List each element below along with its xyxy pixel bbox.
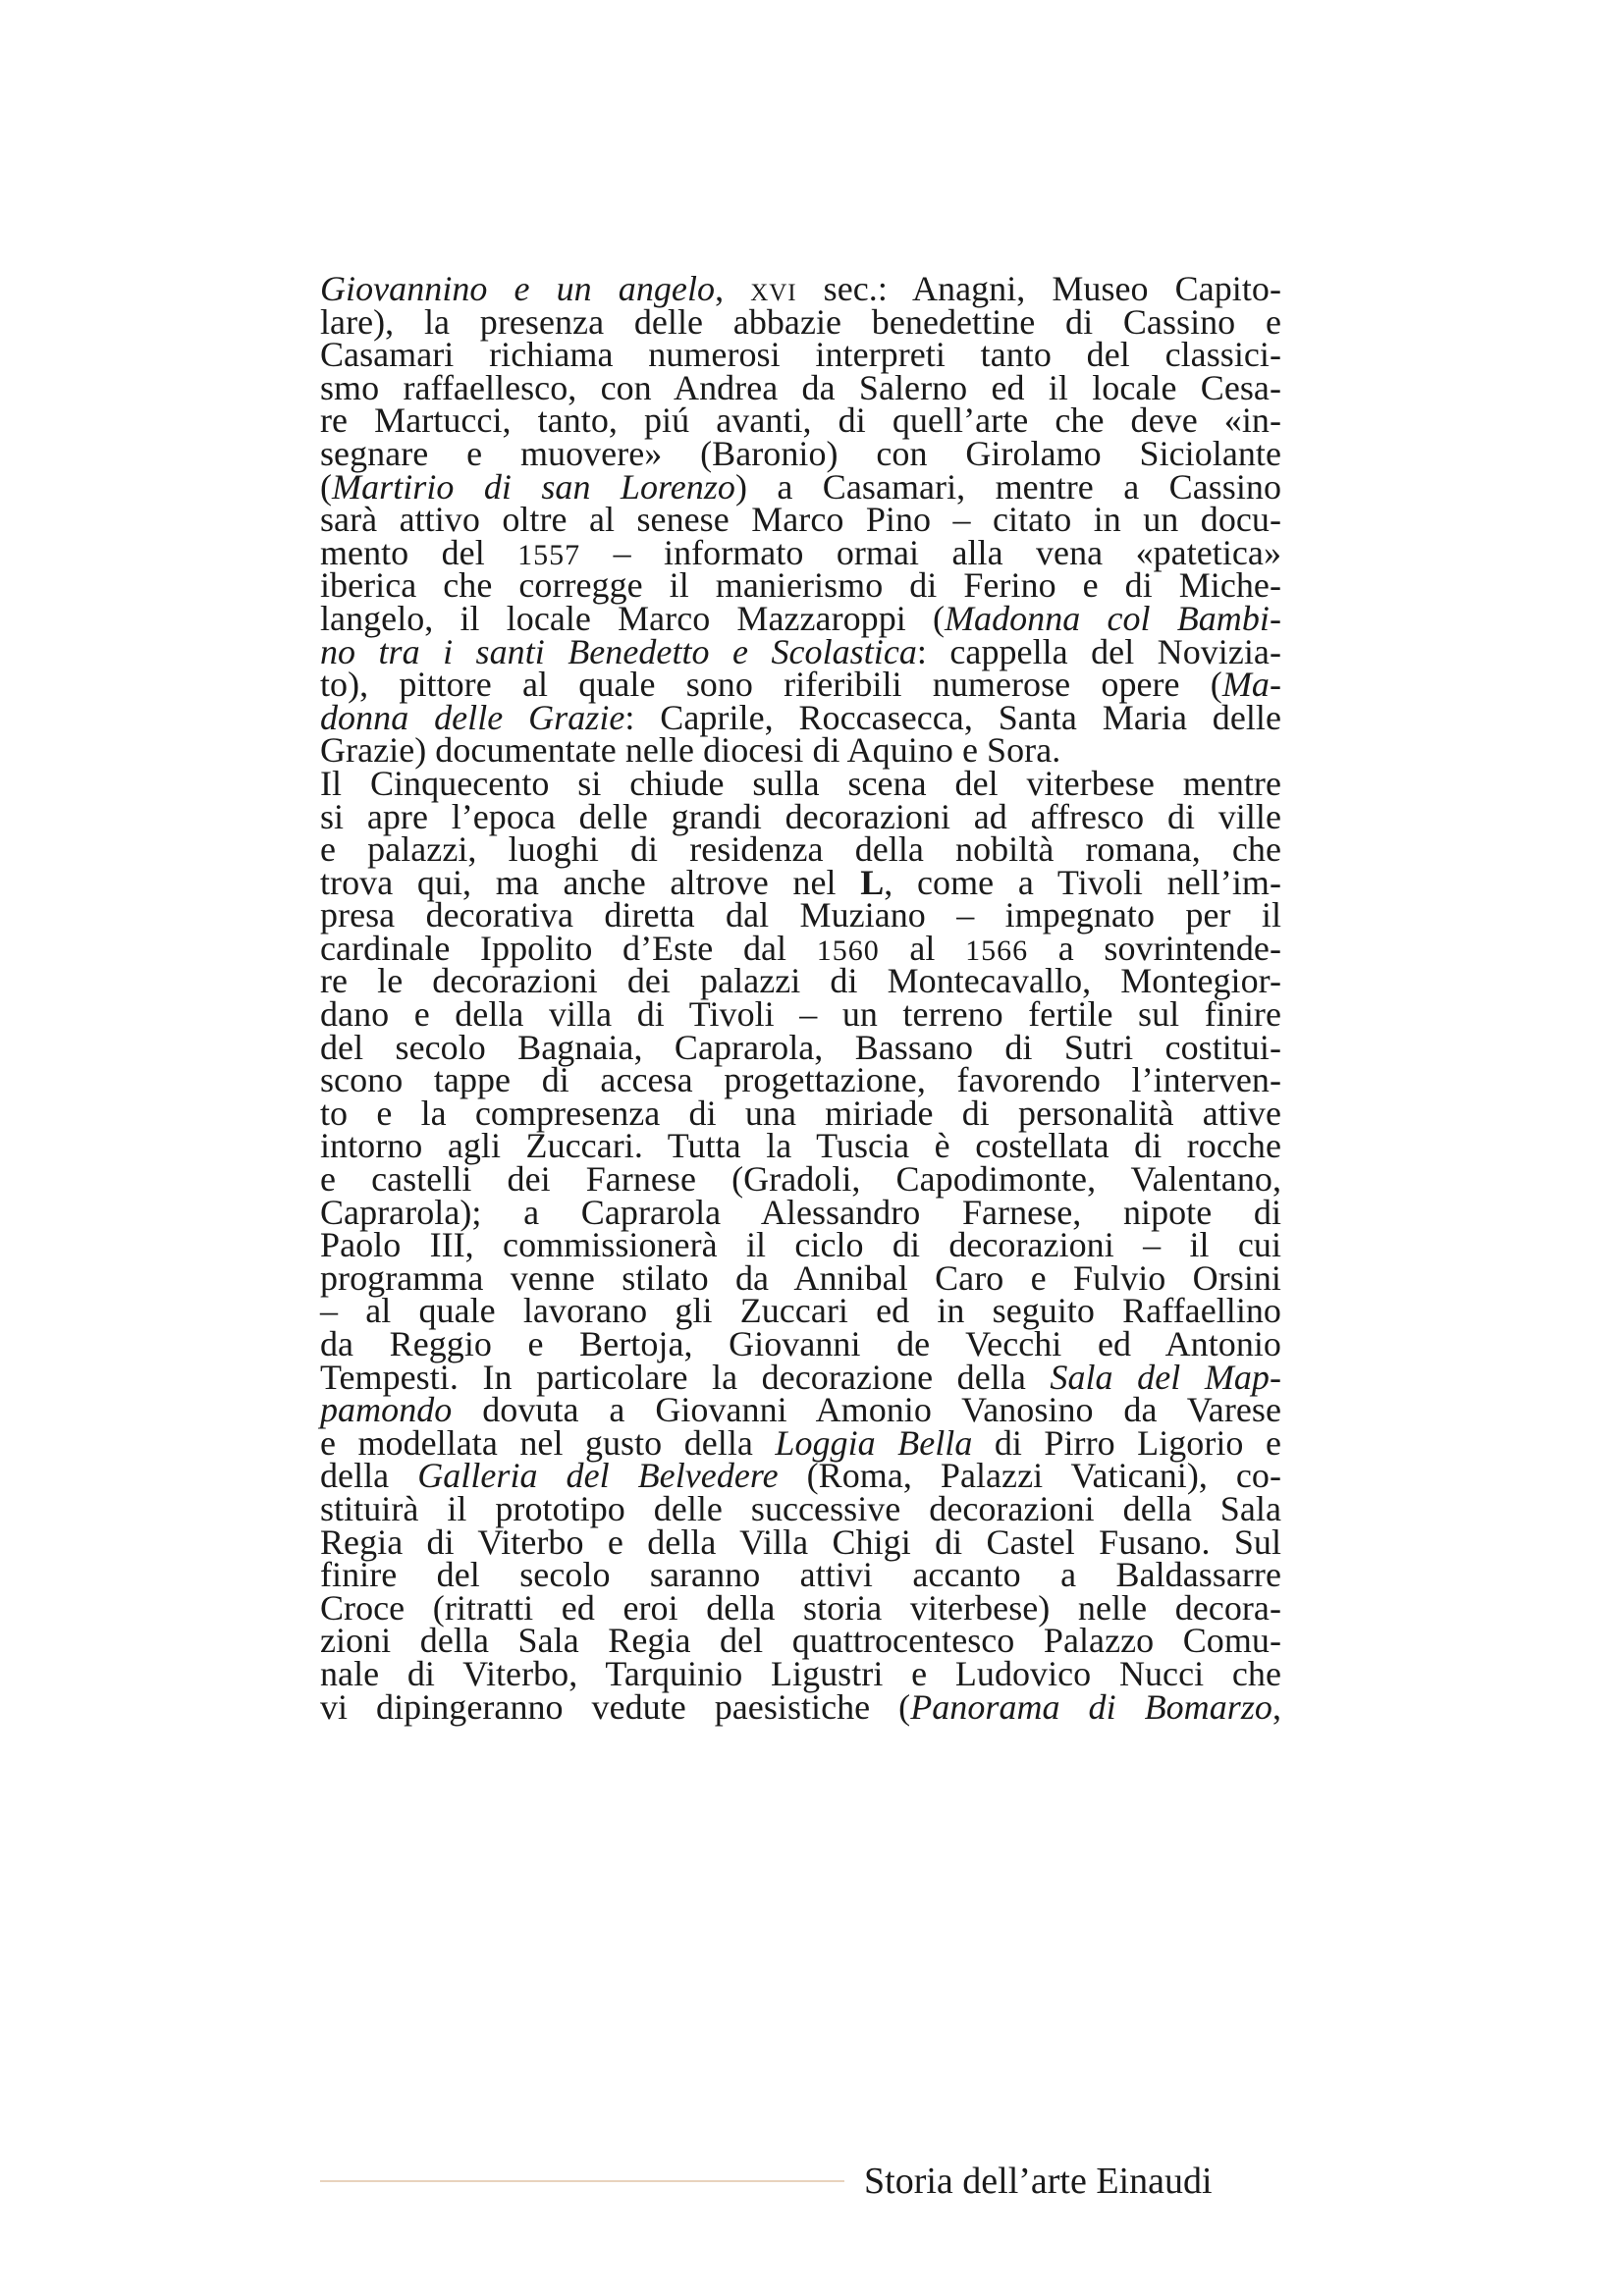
text-line: Giovannino e un angelo, xvi sec.: Anagni, Museo Capito- (320, 269, 1281, 308)
text-line: programma venne stilato da Annibal Caro e Fulvio Orsini (320, 1257, 1281, 1298)
italic-title: Galleria del Belvedere (417, 1456, 779, 1496)
text-line: e modellata nel gusto della Loggia Bella di Pirro Ligorio e (320, 1422, 1281, 1463)
italic-title: Madonna col Bambi- (944, 598, 1281, 638)
text-line: scono tappe di accesa progettazione, favorendo l’interven- (320, 1060, 1281, 1100)
text-line: Il Cinquecento si chiude sulla scena del viterbese mentre (320, 763, 1281, 803)
text-line: Tempesti. In particolare la decorazione della Sala del Map- (320, 1357, 1281, 1397)
text-line: lare), la presenza delle abbazie benedettine di Cassino e (320, 301, 1281, 342)
italic-title: Giovannino e un angelo (320, 269, 716, 308)
text-line: donna delle Grazie: Caprile, Roccasecca, Santa Maria delle (320, 697, 1281, 737)
text-line: del secolo Bagnaia, Caprarola, Bassano di Sutri costitui- (320, 1027, 1281, 1067)
text-line: to e la compresenza di una miriade di personalità attive (320, 1093, 1281, 1133)
text-line: da Reggio e Bertoja, Giovanni de Vecchi ed Antonio (320, 1324, 1281, 1363)
text-line: e palazzi, luoghi di residenza della nobiltà romana, che (320, 829, 1281, 870)
century-numeral: xvi (750, 269, 797, 308)
text-line: Grazie) documentate nelle diocesi di Aquino e Sora. (320, 730, 1061, 771)
italic-title: donna delle Grazie (320, 697, 625, 737)
italic-title: Sala del Map- (1050, 1357, 1281, 1397)
text-line: Regia di Viterbo e della Villa Chigi di Castel Fusano. Sul (320, 1522, 1281, 1562)
italic-title: pamondo (320, 1390, 453, 1430)
text-line: dano e della villa di Tivoli – un terreno fertile sul finire (320, 994, 1281, 1035)
text-line: iberica che corregge il manierismo di Ferino e di Miche- (320, 565, 1281, 606)
text-line: langelo, il locale Marco Mazzaroppi (Madonna col Bambi- (320, 598, 1281, 638)
italic-title: Loggia Bella (775, 1422, 973, 1463)
body-text (320, 269, 1282, 1727)
text-line: stituirà il prototipo delle successive decorazioni della Sala (320, 1488, 1281, 1528)
text-line: smo raffaellesco, con Andrea da Salerno ed il locale Cesa- (320, 367, 1281, 407)
text-line: – al quale lavorano gli Zuccari ed in seguito Raffaellino (320, 1291, 1281, 1331)
text-line: segnare e muovere» (Baronio) con Girolamo Siciolante (320, 433, 1281, 473)
text-line: nale di Viterbo, Tarquinio Ligustri e Ludovico Nucci che (320, 1653, 1281, 1693)
italic-title: Martirio di san Lorenzo (332, 466, 735, 507)
text-line: to), pittore al quale sono riferibili numerose opere (Ma- (320, 665, 1281, 705)
italic-title: Ma- (1221, 665, 1281, 705)
text-line: trova qui, ma anche altrove nel L, come a Tivoli nell’im- (320, 862, 1281, 902)
text-line: zioni della Sala Regia del quattrocentesco Palazzo Comu- (320, 1621, 1281, 1661)
text-line: finire del secolo saranno attivi accanto a Baldassarre (320, 1555, 1281, 1595)
footer-rule (320, 2180, 844, 2182)
text-line: Paolo III, commissionerà il ciclo di decorazioni – il cui (320, 1225, 1281, 1265)
text-line: re le decorazioni dei palazzi di Montecavallo, Montegior- (320, 961, 1281, 1001)
text-line: mento del 1557 – informato ormai alla vena «patetica» (320, 532, 1281, 572)
text-line: sarà attivo oltre al senese Marco Pino – citato in un docu- (320, 500, 1281, 540)
text-line: Croce (ritratti ed eroi della storia viterbese) nelle decora- (320, 1587, 1281, 1628)
text-line: si apre l’epoca delle grandi decorazioni ad affresco di ville (320, 796, 1281, 836)
text-line: intorno agli Zuccari. Tutta la Tuscia è costellata di rocche (320, 1126, 1281, 1166)
footer-book-title: Storia dell’arte Einaudi (864, 2161, 1213, 2202)
text-line: (Martirio di san Lorenzo) a Casamari, mentre a Cassino (320, 466, 1282, 507)
text-line: vi dipingeranno vedute paesistiche (Panorama di Bomarzo, (320, 1686, 1281, 1727)
text-line: cardinale Ippolito d’Este dal 1560 al 1566 a sovrintende- (320, 928, 1281, 968)
text-line: e castelli dei Farnese (Gradoli, Capodimonte, Valentano, (320, 1159, 1281, 1200)
year: 1566 (965, 934, 1029, 967)
text-line: Caprarola); a Caprarola Alessandro Farnese, nipote di (320, 1192, 1281, 1232)
year: 1557 (517, 538, 581, 571)
text-line: re Martucci, tanto, piú avanti, di quell’arte che deve «in- (320, 400, 1281, 441)
region-abbrev: L (860, 862, 885, 902)
italic-title: no tra i santi Benedetto e Scolastica (320, 631, 917, 671)
year: 1560 (816, 934, 880, 967)
italic-title: Panorama di Bomarzo (910, 1686, 1272, 1727)
text-line: presa decorativa diretta dal Muziano – impegnato per il (320, 895, 1281, 935)
text-line: Casamari richiama numerosi interpreti tanto del classici- (320, 335, 1281, 375)
text-line: pamondo dovuta a Giovanni Amonio Vanosino da Varese (320, 1390, 1281, 1430)
text-line: della Galleria del Belvedere (Roma, Palazzi Vaticani), co- (320, 1456, 1281, 1496)
text-line: no tra i santi Benedetto e Scolastica: cappella del Novizia- (320, 631, 1281, 671)
